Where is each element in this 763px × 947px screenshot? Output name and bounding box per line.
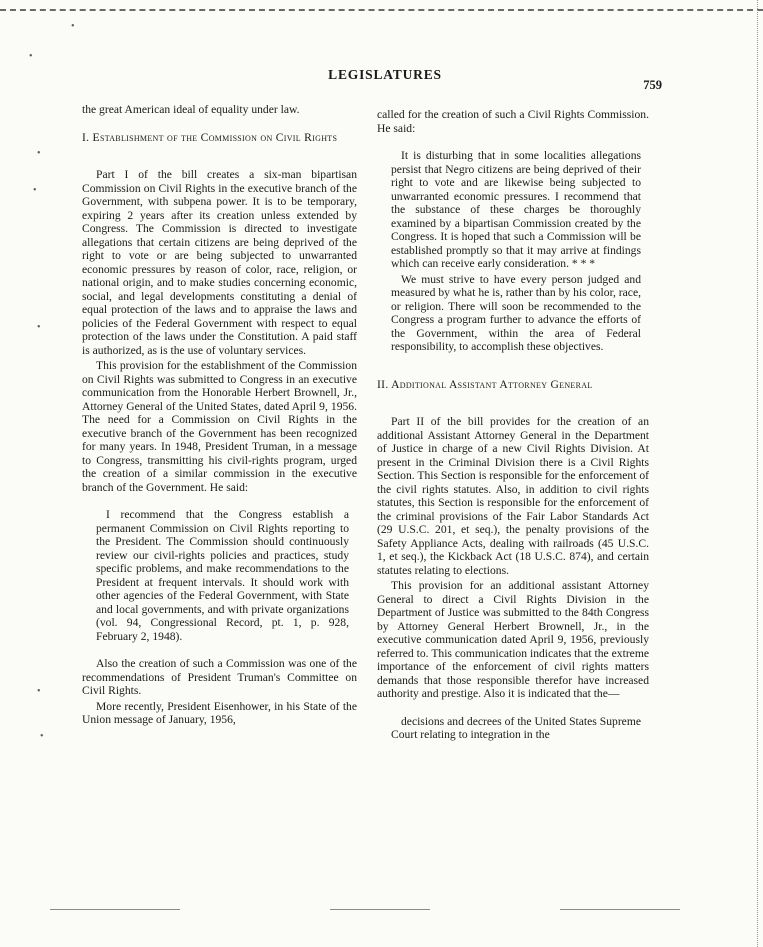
scan-speck: • [40,731,44,742]
block-quote [391,149,641,354]
scan-speck: • [71,21,75,32]
right-column [377,108,649,742]
section-heading: II. Additional Assistant Attorney General [377,377,593,391]
block-quote [96,508,349,643]
page-number: 759 [643,78,662,92]
scan-speck: • [37,686,41,697]
quote-paragraph: decisions and decrees of the United States Supreme Court relating to integration in the [391,714,641,741]
quote-paragraph: I recommend that the Congress establish a permanent Commission on Civil Rights reporting to the President. The Commission should continuously review our civil-rights policies and practices, study specific problems, and make recommendations to the President at frequent intervals. It should work with other agencies of the Federal Government, with State and local governments, and with private organizations (vol. 94, Congressional Record, pt. 1, p. 928, February 2, 1948). [96,508,349,643]
paragraph: More recently, President Eisenhower, in his State of the Union message of January, 1956, [82,699,357,726]
paragraph: called for the creation of such a Civil Rights Commission. He said: [377,108,649,135]
scan-speck: • [29,51,33,62]
scan-speck: • [37,148,41,159]
top-edge-rule [0,9,763,11]
paragraph: Part I of the bill creates a six-man bipartisan Commission on Civil Rights in the executive branch of the Government, with subpena power. It is to be temporary, expiring 2 years after its creation unless extended by Congress. The Commission is directed to investigate allegations that certain citizens are being deprived of the right to vote or are being subjected to unwarranted economic pressures by reason of color, race, religion, or national origin, and to make studies concerning economic, social, and legal developments constituting a denial of equal protection of the laws and to appraise the laws and policies of the Federal Government with respect to equal protection of the laws under the Constitution. A paid staff is authorized, as is the use of voluntary services. [82,168,357,357]
running-header: LEGISLATURES [328,67,442,82]
right-edge-rule [757,0,758,947]
bottom-rule [560,909,680,910]
scan-speck: • [37,322,41,333]
bottom-rule [330,909,430,910]
paragraph: the great American ideal of equality under law. [82,103,300,116]
paragraph: This provision for an additional assistant Attorney General to direct a Civil Rights Division in the Department of Justice was submitted to the 84th Congress by Attorney General Herbert Brownell, Jr., in the executive communication dated April 9, 1956, previously referred to. This communication indicates that the extreme importance of the enforcement of civil rights matters demands that those responsible therefor have increased authority and prestige. Also it is indicated that the— [377,579,649,700]
left-column [82,103,357,727]
quote-paragraph: It is disturbing that in some localities allegations persist that Negro citizens are being deprived of their right to vote and are likewise being subjected to unwarranted economic pressures. I recommend that the substance of these charges be thoroughly examined by a bipartisan Commission created by the Congress. It is hoped that such a Commission will be established promptly so that it may arrive at findings which can receive early consideration. * * * [391,149,641,270]
section-heading: I. Establishment of the Commission on Civil Rights [82,130,338,144]
paragraph: Part II of the bill provides for the creation of an additional Assistant Attorney General in the Department of Justice in charge of a new Civil Rights Division. At present in the Criminal Division there is a Civil Rights Section. This Section is responsible for the enforcement of the civil rights statutes. Also, in addition to civil rights statutes, this Section is responsible for the enforcement of the criminal provisions of the Fair Labor Standards Act (29 U.S.C. 201, et seq.), the penalty provisions of the Safety Appliance Acts, dealing with railroads (45 U.S.C. 1, et seq.), the Kickback Act (18 U.S.C. 874), and certain statutes relating to elections. [377,415,649,577]
bottom-rule [50,909,180,910]
paragraph: Also the creation of such a Commission was one of the recommendations of President Truman's Committee on Civil Rights. [82,657,357,697]
block-quote [391,715,641,742]
paragraph: This provision for the establishment of the Commission on Civil Rights was submitted to Congress in an executive communication from the Honorable Herbert Brownell, Jr., Attorney General of the United States, dated April 9, 1956. The need for a Commission on Civil Rights in the executive branch of the Government has been recognized for many years. In 1948, President Truman, in a message to Congress, transmitting his civil-rights program, urged the creation of a similar commission in the executive branch of the Government. He said: [82,359,357,494]
quote-paragraph: We must strive to have every person judged and measured by what he is, rather than by his color, race, or religion. There will soon be recommended to the Congress a program further to advance the efforts of the Government, within the area of Federal responsibility, to accomplish these objectives. [391,272,641,353]
scan-speck: • [33,185,37,196]
